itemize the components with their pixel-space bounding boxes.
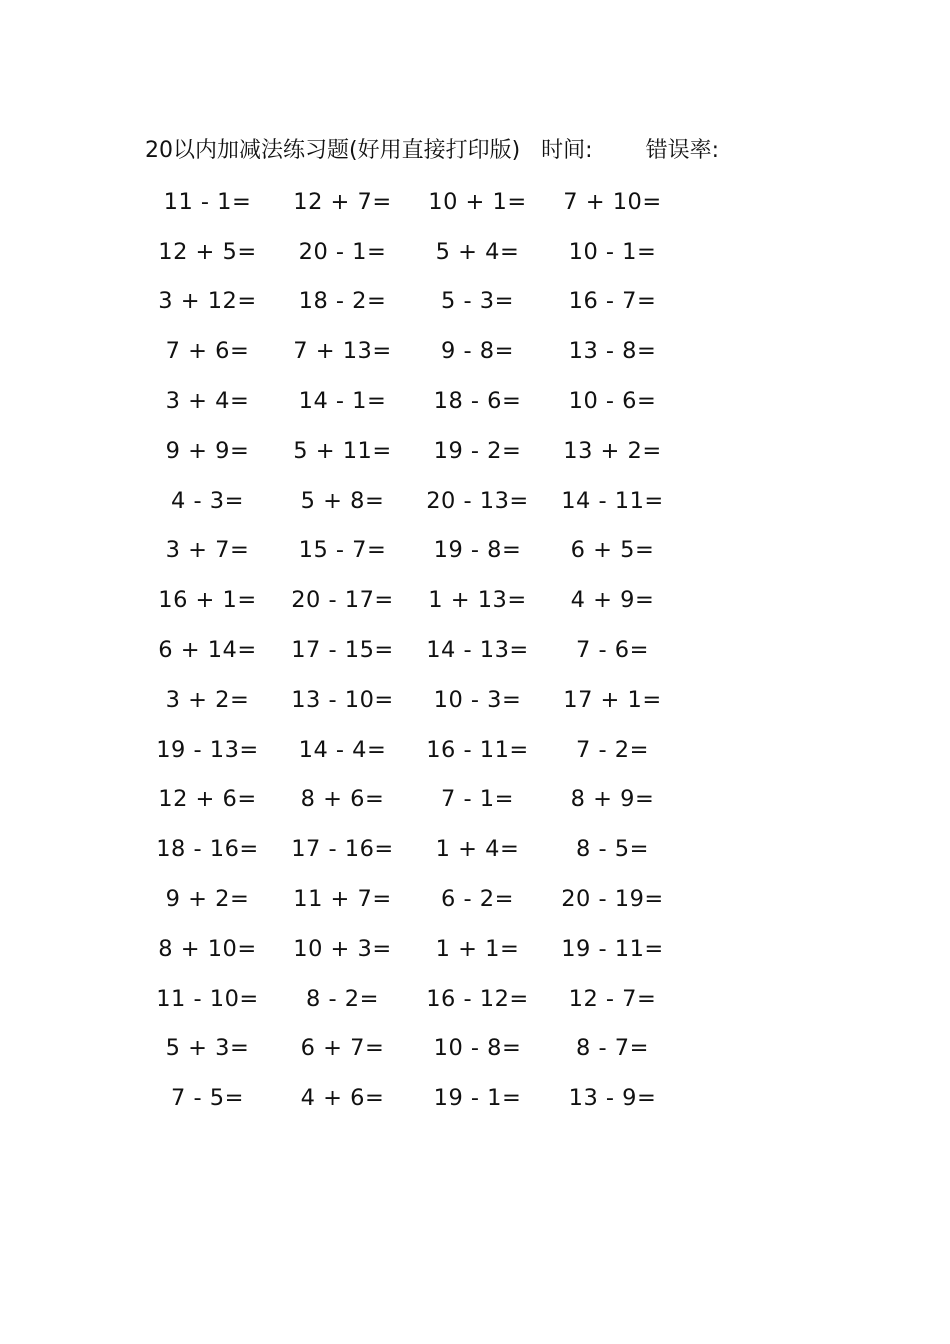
problem-cell: 12 + 7=	[293, 188, 392, 215]
problem-cell: 17 - 16=	[291, 836, 394, 863]
problem-cell: 17 + 1=	[563, 686, 662, 713]
problem-row	[140, 874, 680, 924]
problem-row	[140, 227, 680, 277]
problem-cell: 11 + 7=	[293, 886, 392, 913]
problem-cell: 19 - 13=	[156, 736, 259, 763]
problem-cell: 9 + 2=	[165, 886, 250, 913]
problem-cell: 6 - 2=	[441, 886, 514, 913]
problem-cell: 5 + 4=	[435, 238, 520, 265]
problem-row	[140, 277, 680, 327]
problem-cell: 8 - 2=	[306, 985, 379, 1012]
problem-cell: 20 - 19=	[561, 886, 664, 913]
problem-cell: 20 - 1=	[298, 238, 387, 265]
problem-cell: 5 - 3=	[441, 288, 514, 315]
problem-cell: 11 - 10=	[156, 985, 259, 1012]
problem-row	[140, 824, 680, 874]
problem-cell: 6 + 14=	[158, 637, 257, 664]
problem-row	[140, 924, 680, 974]
problem-cell: 13 - 9=	[568, 1085, 657, 1112]
problem-cell: 3 + 4=	[165, 388, 250, 415]
problem-cell: 6 + 7=	[300, 1035, 385, 1062]
problem-cell: 17 - 15=	[291, 637, 394, 664]
time-label: 时间:	[541, 138, 593, 163]
problem-cell: 16 - 7=	[568, 288, 657, 315]
problem-cell: 8 - 7=	[576, 1035, 649, 1062]
problem-cell: 13 - 8=	[568, 338, 657, 365]
problem-cell: 7 - 6=	[576, 637, 649, 664]
problem-cell: 3 + 12=	[158, 288, 257, 315]
problem-cell: 20 - 13=	[426, 487, 529, 514]
problem-row	[140, 675, 680, 725]
problem-cell: 16 + 1=	[158, 587, 257, 614]
problem-cell: 7 + 6=	[165, 338, 250, 365]
problem-cell: 8 - 5=	[576, 836, 649, 863]
problem-cell: 10 - 1=	[568, 238, 657, 265]
problem-row	[140, 575, 680, 625]
problem-cell: 14 - 1=	[298, 388, 387, 415]
problem-cell: 7 + 10=	[563, 188, 662, 215]
problem-row	[140, 177, 680, 227]
problem-cell: 19 - 1=	[433, 1085, 522, 1112]
problem-cell: 4 + 6=	[300, 1085, 385, 1112]
problem-cell: 8 + 9=	[570, 786, 655, 813]
problem-cell: 7 - 2=	[576, 736, 649, 763]
problem-cell: 14 - 4=	[298, 736, 387, 763]
problem-cell: 18 - 16=	[156, 836, 259, 863]
problem-row	[140, 775, 680, 825]
problem-cell: 7 - 1=	[441, 786, 514, 813]
problem-row	[140, 1073, 680, 1123]
problem-cell: 19 - 2=	[433, 437, 522, 464]
problem-row	[140, 426, 680, 476]
problem-cell: 13 + 2=	[563, 437, 662, 464]
problem-cell: 3 + 2=	[165, 686, 250, 713]
problem-cell: 16 - 11=	[426, 736, 529, 763]
problem-cell: 10 - 8=	[433, 1035, 522, 1062]
problem-cell: 9 - 8=	[441, 338, 514, 365]
problem-cell: 5 + 3=	[165, 1035, 250, 1062]
problem-cell: 14 - 11=	[561, 487, 664, 514]
problem-row	[140, 526, 680, 576]
problem-cell: 8 + 6=	[300, 786, 385, 813]
problem-row	[140, 1024, 680, 1074]
problem-cell: 8 + 10=	[158, 935, 257, 962]
problem-cell: 19 - 11=	[561, 935, 664, 962]
problem-cell: 9 + 9=	[165, 437, 250, 464]
problem-cell: 1 + 4=	[435, 836, 520, 863]
error-rate-label: 错误率:	[645, 138, 720, 163]
problem-cell: 10 + 1=	[428, 188, 527, 215]
problem-row	[140, 625, 680, 675]
problem-cell: 19 - 8=	[433, 537, 522, 564]
problem-cell: 10 + 3=	[293, 935, 392, 962]
problem-row	[140, 376, 680, 426]
problem-row	[140, 974, 680, 1024]
problem-row	[140, 476, 680, 526]
problem-cell: 11 - 1=	[163, 188, 252, 215]
problem-cell: 18 - 2=	[298, 288, 387, 315]
problem-cell: 3 + 7=	[165, 537, 250, 564]
problem-cell: 16 - 12=	[426, 985, 529, 1012]
problem-cell: 7 + 13=	[293, 338, 392, 365]
problem-cell: 12 + 6=	[158, 786, 257, 813]
problem-cell: 20 - 17=	[291, 587, 394, 614]
problem-cell: 12 - 7=	[568, 985, 657, 1012]
page-title: 20以内加减法练习题(好用直接打印版)	[145, 138, 521, 163]
problem-cell: 7 - 5=	[171, 1085, 244, 1112]
problem-cell: 10 - 3=	[433, 686, 522, 713]
problem-cell: 10 - 6=	[568, 388, 657, 415]
problem-cell: 6 + 5=	[570, 537, 655, 564]
problem-cell: 14 - 13=	[426, 637, 529, 664]
problem-cell: 5 + 8=	[300, 487, 385, 514]
problem-cell: 5 + 11=	[293, 437, 392, 464]
problem-cell: 13 - 10=	[291, 686, 394, 713]
problem-row	[140, 725, 680, 775]
problem-grid	[140, 177, 680, 1123]
problem-cell: 18 - 6=	[433, 388, 522, 415]
problem-row	[140, 326, 680, 376]
problem-cell: 4 - 3=	[171, 487, 244, 514]
worksheet-header	[145, 132, 719, 170]
problem-cell: 4 + 9=	[570, 587, 655, 614]
problem-cell: 15 - 7=	[298, 537, 387, 564]
problem-cell: 1 + 1=	[435, 935, 520, 962]
problem-cell: 1 + 13=	[428, 587, 527, 614]
problem-cell: 12 + 5=	[158, 238, 257, 265]
